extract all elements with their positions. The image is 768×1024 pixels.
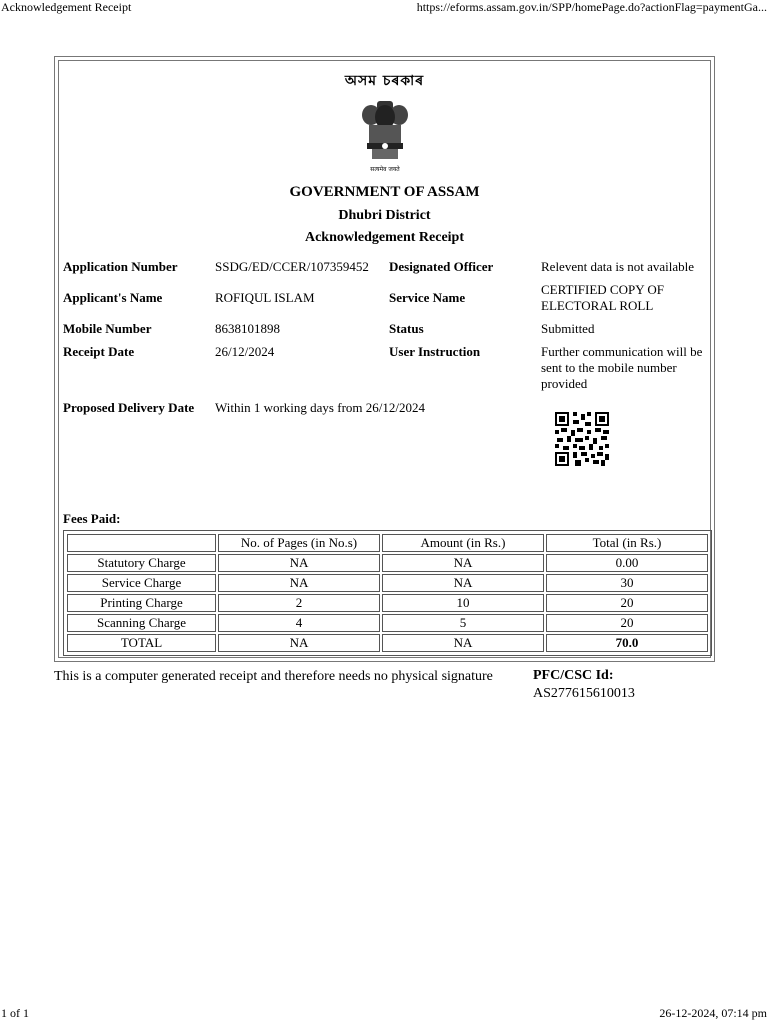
fee-type-cell: TOTAL [67,634,216,652]
delivery-date-value: Within 1 working days from 26/12/2024 [215,400,425,415]
amount-cell: 10 [382,594,544,612]
fees-header-cell: Total (in Rs.) [546,534,708,552]
fees-header-cell [67,534,216,552]
page-count: 1 of 1 [1,1006,29,1020]
pfc-csc-value: AS277615610013 [533,686,635,701]
application-number-value: SSDG/ED/CCER/107359452 [215,259,369,274]
computer-generated-note: This is a computer generated receipt and therefore needs no physical signature [54,669,493,684]
fees-table [65,532,710,654]
amount-cell: NA [382,634,544,652]
pages-cell: 4 [218,614,380,632]
fee-type-cell: Service Charge [67,574,216,592]
document-title: Acknowledgement Receipt [304,230,465,245]
pages-cell: 2 [218,594,380,612]
designated-officer-label: Designated Officer [389,259,494,274]
emblem-motto: सत्यमेव जयते [369,166,400,173]
government-title: GOVERNMENT OF ASSAM [289,184,480,200]
amount-cell: NA [382,554,544,572]
status-label: Status [389,321,424,336]
fees-header-row [67,534,708,552]
fee-type-cell: Scanning Charge [67,614,216,632]
mobile-number-label: Mobile Number [63,321,152,336]
applicant-name-label: Applicant's Name [63,290,163,305]
amount-cell: 5 [382,614,544,632]
fees-label: Fees Paid: [63,511,121,526]
pages-cell: NA [218,574,380,592]
pfc-csc-label: PFC/CSC Id: [533,668,614,683]
print-footer [0,1006,768,1022]
table-row [67,574,708,592]
fees-table-frame [63,530,712,656]
grand-total-cell: 70.0 [546,634,708,652]
table-row [67,614,708,632]
fees-header-cell: Amount (in Rs.) [382,534,544,552]
receipt-date-label: Receipt Date [63,344,135,359]
user-instruction-label: User Instruction [389,344,481,359]
user-instruction-value: Further communication will be sent to the mobile number provided [541,344,703,391]
district-title: Dhubri District [338,208,431,223]
print-timestamp: 26-12-2024, 07:14 pm [659,1006,767,1020]
pages-cell: NA [218,554,380,572]
service-name-label: Service Name [389,290,466,305]
total-cell: 30 [546,574,708,592]
receipt-date-value: 26/12/2024 [215,344,275,359]
delivery-date-label: Proposed Delivery Date [63,400,195,415]
applicant-name-value: ROFIQUL ISLAM [215,290,315,305]
pages-cell: NA [218,634,380,652]
table-row [67,594,708,612]
emblem-text: অসম চৰকাৰ [344,73,425,89]
fee-type-cell: Statutory Charge [67,554,216,572]
total-row [67,634,708,652]
receipt-frame [54,56,715,662]
amount-cell: NA [382,574,544,592]
fees-header-cell: No. of Pages (in No.s) [218,534,380,552]
total-cell: 20 [546,594,708,612]
application-number-label: Application Number [63,259,178,274]
emblem-block [59,69,710,177]
total-cell: 20 [546,614,708,632]
mobile-number-value: 8638101898 [215,321,280,336]
qr-code-icon [555,412,609,466]
service-name-value: CERTIFIED COPY OF ELECTORAL ROLL [541,282,664,313]
status-value: Submitted [541,321,595,336]
print-header [0,0,768,16]
page-title: Acknowledgement Receipt [1,0,132,14]
table-row [67,554,708,572]
designated-officer-value: Relevent data is not available [541,259,695,274]
ashoka-emblem-icon [355,97,415,177]
fee-type-cell: Printing Charge [67,594,216,612]
page-url: https://eforms.assam.gov.in/SPP/homePage.do?actionFlag=paymentGa... [416,0,767,14]
total-cell: 0.00 [546,554,708,572]
receipt-body [58,60,711,658]
